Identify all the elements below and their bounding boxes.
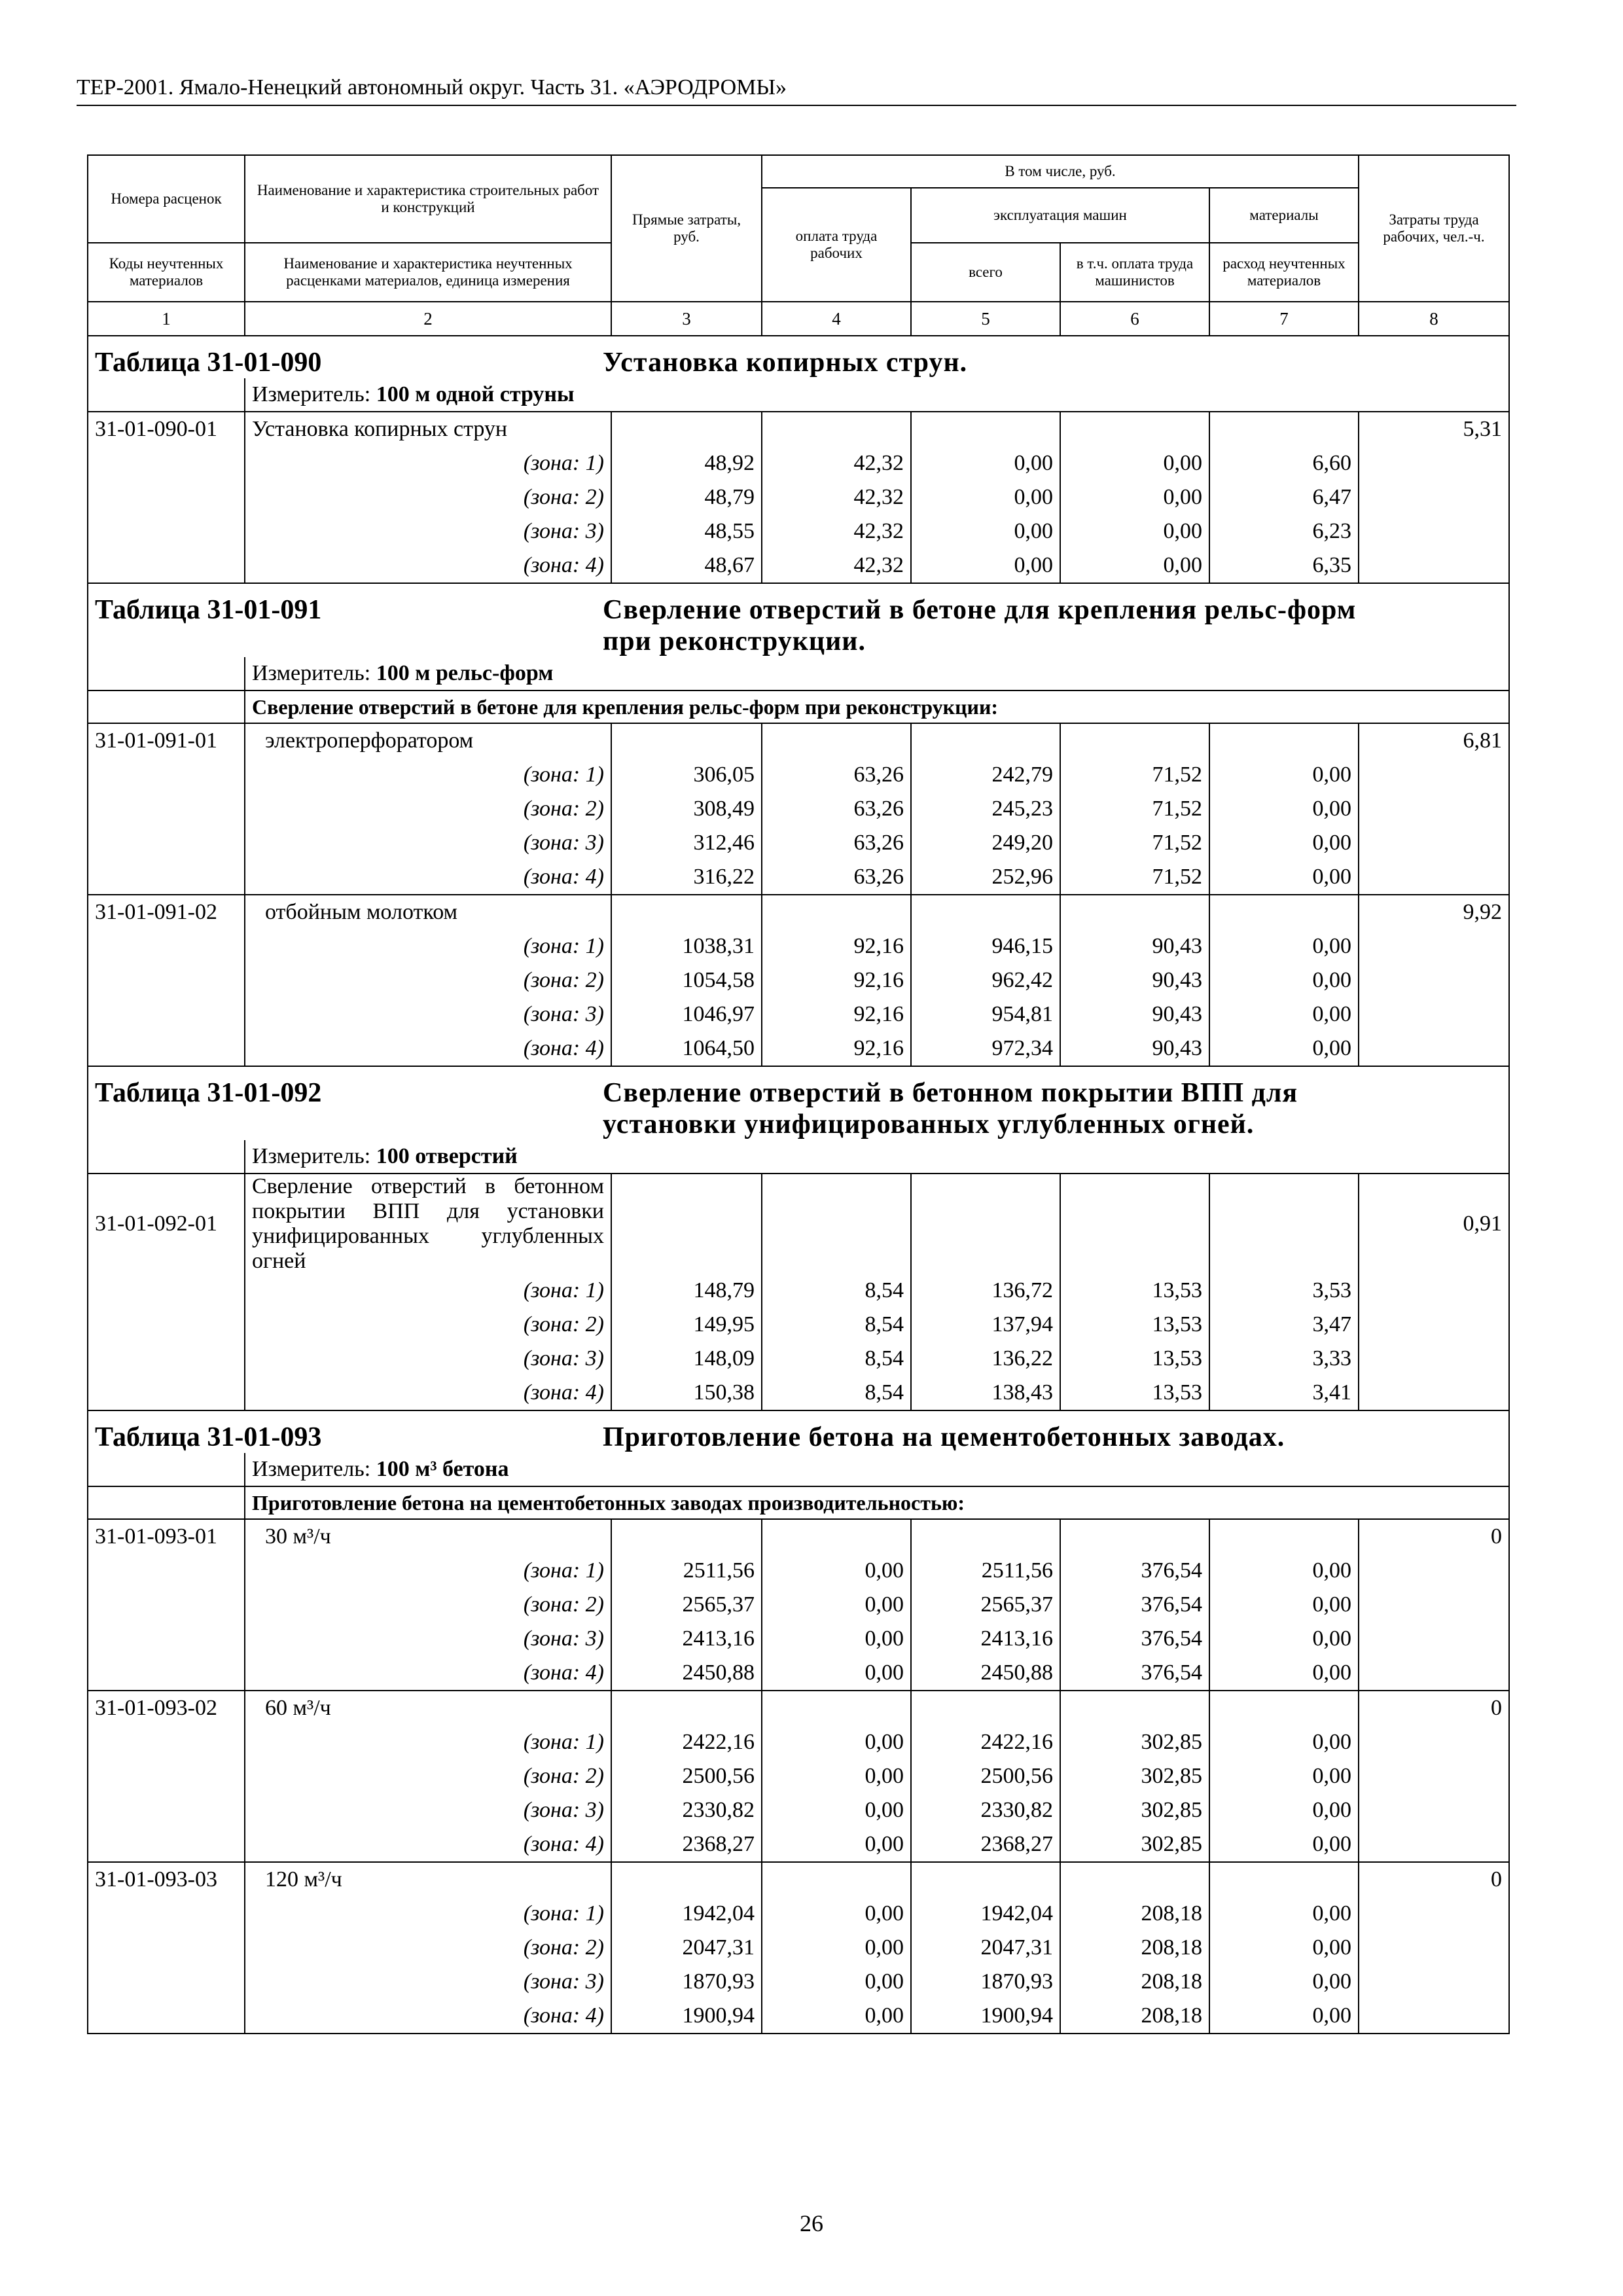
col-total: всего: [911, 243, 1060, 302]
cell: 0,00: [762, 1725, 911, 1759]
cell: 92,16: [762, 929, 911, 963]
cell: 3,33: [1209, 1342, 1359, 1376]
table-row: [88, 895, 1509, 929]
col-num: 6: [1060, 302, 1209, 336]
cell: 0,00: [762, 1554, 911, 1588]
zone-label: (зона: 1): [245, 446, 611, 480]
measure-row: [88, 1140, 1509, 1174]
col-num: 7: [1209, 302, 1359, 336]
table-row: [88, 1519, 1509, 1554]
table-title-row: [88, 1410, 1509, 1453]
cell: 2565,37: [911, 1588, 1060, 1622]
cell: 954,81: [911, 997, 1060, 1031]
cell: 1038,31: [611, 929, 762, 963]
cell: 1942,04: [611, 1897, 762, 1931]
cell: 0,00: [1209, 792, 1359, 826]
col-num: 1: [88, 302, 245, 336]
cell: 2565,37: [611, 1588, 762, 1622]
cell: 63,26: [762, 826, 911, 860]
cell: 1046,97: [611, 997, 762, 1031]
measure-row: [88, 1453, 1509, 1486]
cell: 0,00: [762, 1622, 911, 1656]
table-row: [88, 412, 1509, 446]
cell: 208,18: [1060, 1897, 1209, 1931]
cell: 71,52: [1060, 826, 1209, 860]
table-row: [88, 1931, 1509, 1965]
table-row: [88, 826, 1509, 860]
labor-value: 6,81: [1359, 723, 1509, 758]
cell: 0,00: [1209, 826, 1359, 860]
cell: 0,00: [1209, 1554, 1359, 1588]
zone-label: (зона: 4): [245, 1376, 611, 1410]
rate-code: 31-01-091-02: [88, 895, 245, 929]
cell: 0,00: [762, 1656, 911, 1691]
cell: 962,42: [911, 963, 1060, 997]
zone-label: (зона: 2): [245, 1759, 611, 1793]
table-row: [88, 1999, 1509, 2034]
cell: 71,52: [1060, 792, 1209, 826]
zone-label: (зона: 3): [245, 826, 611, 860]
cell: 63,26: [762, 792, 911, 826]
cell: 302,85: [1060, 1827, 1209, 1862]
table-row: [88, 792, 1509, 826]
cell: 42,32: [762, 480, 911, 514]
cell: 0,00: [1209, 860, 1359, 895]
cell: 48,55: [611, 514, 762, 548]
rate-code: 31-01-091-01: [88, 723, 245, 758]
rate-code: 31-01-093-01: [88, 1519, 245, 1554]
cell: 0,00: [911, 548, 1060, 583]
cell: 0,00: [1209, 1999, 1359, 2034]
cell: 2450,88: [611, 1656, 762, 1691]
cell: 136,22: [911, 1342, 1060, 1376]
cell: 2511,56: [911, 1554, 1060, 1588]
table-name: Приготовление бетона на цементобетонных заводах.: [603, 1422, 1285, 1452]
group-label: Сверление отверстий в бетоне для крепления рельс-форм при реконструкции:: [245, 691, 1509, 723]
table-row: [88, 1376, 1509, 1410]
cell: 208,18: [1060, 1999, 1209, 2034]
cell: 0,00: [1209, 1793, 1359, 1827]
cell: 92,16: [762, 1031, 911, 1066]
zone-label: (зона: 1): [245, 1274, 611, 1308]
zone-label: (зона: 3): [245, 514, 611, 548]
cell: 0,00: [762, 1759, 911, 1793]
col-rate-no: Номера расценок: [88, 155, 245, 243]
cell: 2047,31: [911, 1931, 1060, 1965]
cell: 71,52: [1060, 860, 1209, 895]
group-row: [88, 691, 1509, 723]
cell: 63,26: [762, 860, 911, 895]
document-header: ТЕР-2001. Ямало-Ненецкий автономный округ. Часть 31. «АЭРОДРОМЫ»: [77, 75, 787, 99]
cell: 376,54: [1060, 1622, 1209, 1656]
col-num: 8: [1359, 302, 1509, 336]
cell: 376,54: [1060, 1588, 1209, 1622]
table-row: [88, 1725, 1509, 1759]
table-row: [88, 860, 1509, 895]
cell: 0,00: [762, 1965, 911, 1999]
cell: 0,00: [1209, 1759, 1359, 1793]
measure-value: 100 отверстий: [376, 1144, 518, 1168]
table-row: [88, 963, 1509, 997]
cell: 149,95: [611, 1308, 762, 1342]
table-title: Таблица 31-01-092: [95, 1078, 322, 1108]
cell: 6,60: [1209, 446, 1359, 480]
cell: 13,53: [1060, 1308, 1209, 1342]
labor-value: 5,31: [1359, 412, 1509, 446]
cell: 92,16: [762, 997, 911, 1031]
cell: 0,00: [762, 1588, 911, 1622]
measure-label: Измеритель:: [252, 1144, 371, 1168]
cell: 0,00: [1209, 1031, 1359, 1066]
cell: 1900,94: [611, 1999, 762, 2034]
col-num: 3: [611, 302, 762, 336]
cell: 0,00: [1209, 1931, 1359, 1965]
col-machines: эксплуатация машин: [911, 188, 1209, 243]
table-row: [88, 1588, 1509, 1622]
cell: 2511,56: [611, 1554, 762, 1588]
table-name: Сверление отверстий в бетонном покрытии ВПП для установки унифицированных углубленных огней.: [603, 1078, 1298, 1139]
cell: 2422,16: [611, 1725, 762, 1759]
table-row: [88, 1965, 1509, 1999]
table-title-row: [88, 583, 1509, 657]
cell: 90,43: [1060, 997, 1209, 1031]
zone-label: (зона: 2): [245, 480, 611, 514]
cell: 0,00: [762, 1999, 911, 2034]
col-codes: Коды неучтенных материалов: [88, 243, 245, 302]
rate-desc: 30 м³/ч: [245, 1519, 611, 1554]
cell: 3,47: [1209, 1308, 1359, 1342]
zone-label: (зона: 2): [245, 1588, 611, 1622]
table-title: Таблица 31-01-093: [95, 1422, 322, 1452]
cell: 249,20: [911, 826, 1060, 860]
cell: 137,94: [911, 1308, 1060, 1342]
table-row: [88, 1827, 1509, 1862]
labor-value: 0: [1359, 1519, 1509, 1554]
cell: 0,00: [1209, 1622, 1359, 1656]
table-row: [88, 1308, 1509, 1342]
cell: 136,72: [911, 1274, 1060, 1308]
col-num: 2: [245, 302, 611, 336]
cell: 308,49: [611, 792, 762, 826]
cell: 3,53: [1209, 1274, 1359, 1308]
table-row: [88, 548, 1509, 583]
cell: 1942,04: [911, 1897, 1060, 1931]
table-row: [88, 1759, 1509, 1793]
cell: 0,00: [911, 446, 1060, 480]
zone-label: (зона: 4): [245, 1031, 611, 1066]
cell: 242,79: [911, 758, 1060, 792]
col-incl: В том числе, руб.: [762, 155, 1359, 188]
col-direct: Прямые затраты, руб.: [611, 155, 762, 302]
table-row: [88, 1862, 1509, 1897]
cell: 2450,88: [911, 1656, 1060, 1691]
table-row: [88, 1342, 1509, 1376]
measure-value: 100 м³ бетона: [376, 1457, 509, 1481]
table-name: Сверление отверстий в бетоне для крепления рельс-форм при реконструкции.: [603, 595, 1357, 656]
cell: 2368,27: [911, 1827, 1060, 1862]
cell: 0,00: [1209, 758, 1359, 792]
col-mat-cons: расход неучтенных материалов: [1209, 243, 1359, 302]
cell: 376,54: [1060, 1656, 1209, 1691]
cell: 0,00: [1060, 480, 1209, 514]
cell: 6,23: [1209, 514, 1359, 548]
cell: 92,16: [762, 963, 911, 997]
cell: 0,00: [1209, 1588, 1359, 1622]
cell: 90,43: [1060, 929, 1209, 963]
cell: 208,18: [1060, 1965, 1209, 1999]
cell: 0,00: [1060, 514, 1209, 548]
cell: 6,47: [1209, 480, 1359, 514]
cell: 148,79: [611, 1274, 762, 1308]
table-row: [88, 514, 1509, 548]
measure-label: Измеритель:: [252, 382, 371, 406]
rate-desc: 120 м³/ч: [245, 1862, 611, 1897]
labor-value: 0,91: [1359, 1174, 1509, 1274]
cell: 71,52: [1060, 758, 1209, 792]
table-row: [88, 758, 1509, 792]
cell: 0,00: [1209, 1965, 1359, 1999]
cell: 13,53: [1060, 1376, 1209, 1410]
table-row: [88, 480, 1509, 514]
cell: 8,54: [762, 1274, 911, 1308]
cell: 302,85: [1060, 1793, 1209, 1827]
table-row: [88, 723, 1509, 758]
table-row: [88, 446, 1509, 480]
rate-desc: Сверление отверстий в бетонном покрытии ВПП для установки унифицированных углубленных огней: [245, 1174, 611, 1274]
zone-label: (зона: 2): [245, 792, 611, 826]
cell: 0,00: [1209, 1725, 1359, 1759]
cell: 0,00: [762, 1827, 911, 1862]
zone-label: (зона: 1): [245, 758, 611, 792]
cell: 972,34: [911, 1031, 1060, 1066]
cell: 2422,16: [911, 1725, 1060, 1759]
cell: 0,00: [1209, 1897, 1359, 1931]
table-name: Установка копирных струн.: [603, 348, 968, 378]
col-name: Наименование и характеристика строительных работ и конструкций: [245, 155, 611, 243]
cell: 0,00: [762, 1793, 911, 1827]
col-incl-wages: в т.ч. оплата труда машинистов: [1060, 243, 1209, 302]
col-num: 4: [762, 302, 911, 336]
cell: 1900,94: [911, 1999, 1060, 2034]
cell: 2500,56: [911, 1759, 1060, 1793]
cell: 376,54: [1060, 1554, 1209, 1588]
table-row: [88, 1793, 1509, 1827]
cell: 302,85: [1060, 1725, 1209, 1759]
table-title: Таблица 31-01-091: [95, 595, 322, 625]
table-row: [88, 1622, 1509, 1656]
cell: 42,32: [762, 514, 911, 548]
cell: 1870,93: [611, 1965, 762, 1999]
measure-row: [88, 378, 1509, 412]
zone-label: (зона: 2): [245, 963, 611, 997]
cell: 150,38: [611, 1376, 762, 1410]
cell: 42,32: [762, 548, 911, 583]
zone-label: (зона: 3): [245, 997, 611, 1031]
cell: 0,00: [911, 514, 1060, 548]
cell: 0,00: [1209, 997, 1359, 1031]
table-row: [88, 929, 1509, 963]
measure-label: Измеритель:: [252, 661, 371, 685]
cell: 245,23: [911, 792, 1060, 826]
table-title: Таблица 31-01-090: [95, 348, 322, 378]
cell: 90,43: [1060, 1031, 1209, 1066]
table-header: [88, 155, 1509, 336]
zone-label: (зона: 3): [245, 1622, 611, 1656]
group-label: Приготовление бетона на цементобетонных заводах производительностью:: [245, 1486, 1509, 1519]
rate-desc: электроперфоратором: [245, 723, 611, 758]
cell: 208,18: [1060, 1931, 1209, 1965]
table-row: [88, 1897, 1509, 1931]
cell: 946,15: [911, 929, 1060, 963]
rate-code: 31-01-093-02: [88, 1691, 245, 1725]
cell: 90,43: [1060, 963, 1209, 997]
cell: 2330,82: [611, 1793, 762, 1827]
cell: 302,85: [1060, 1759, 1209, 1793]
cell: 48,79: [611, 480, 762, 514]
zone-label: (зона: 3): [245, 1342, 611, 1376]
cell: 148,09: [611, 1342, 762, 1376]
zone-label: (зона: 2): [245, 1308, 611, 1342]
zone-label: (зона: 4): [245, 860, 611, 895]
cell: 8,54: [762, 1308, 911, 1342]
table-title-row: [88, 1066, 1509, 1140]
measure-label: Измеритель:: [252, 1457, 371, 1481]
cell: 0,00: [1209, 963, 1359, 997]
cell: 8,54: [762, 1342, 911, 1376]
cell: 48,67: [611, 548, 762, 583]
rate-desc: 60 м³/ч: [245, 1691, 611, 1725]
col-materials: материалы: [1209, 188, 1359, 243]
rate-desc: Установка копирных струн: [245, 412, 611, 446]
col-name2: Наименование и характеристика неучтенных расценками материалов, единица измерения: [245, 243, 611, 302]
cell: 1054,58: [611, 963, 762, 997]
measure-value: 100 м рельс-форм: [376, 661, 554, 685]
cell: 13,53: [1060, 1274, 1209, 1308]
table-row: [88, 1691, 1509, 1725]
zone-label: (зона: 4): [245, 1999, 611, 2034]
cell: 316,22: [611, 860, 762, 895]
cell: 0,00: [762, 1931, 911, 1965]
cell: 42,32: [762, 446, 911, 480]
table-row: [88, 1274, 1509, 1308]
cell: 2330,82: [911, 1793, 1060, 1827]
cell: 3,41: [1209, 1376, 1359, 1410]
table-row: [88, 1174, 1509, 1274]
measure-value: 100 м одной струны: [376, 382, 575, 406]
cell: 312,46: [611, 826, 762, 860]
cell: 8,54: [762, 1376, 911, 1410]
labor-value: 9,92: [1359, 895, 1509, 929]
cell: 0,00: [1209, 1827, 1359, 1862]
header-rule: [77, 105, 1516, 106]
cell: 252,96: [911, 860, 1060, 895]
zone-label: (зона: 3): [245, 1793, 611, 1827]
cell: 2413,16: [911, 1622, 1060, 1656]
rate-desc: отбойным молотком: [245, 895, 611, 929]
measure-row: [88, 657, 1509, 691]
zone-label: (зона: 3): [245, 1965, 611, 1999]
zone-label: (зона: 1): [245, 929, 611, 963]
cell: 2047,31: [611, 1931, 762, 1965]
cell: 0,00: [1060, 446, 1209, 480]
zone-label: (зона: 2): [245, 1931, 611, 1965]
zone-label: (зона: 1): [245, 1897, 611, 1931]
table-title-row: [88, 336, 1509, 378]
col-num: 5: [911, 302, 1060, 336]
col-wages: оплата труда рабочих: [762, 188, 911, 302]
table-row: [88, 1656, 1509, 1691]
cell: 306,05: [611, 758, 762, 792]
labor-value: 0: [1359, 1862, 1509, 1897]
cell: 0,00: [1060, 548, 1209, 583]
cell: 1064,50: [611, 1031, 762, 1066]
cell: 6,35: [1209, 548, 1359, 583]
labor-value: 0: [1359, 1691, 1509, 1725]
rate-code: 31-01-093-03: [88, 1862, 245, 1897]
table-row: [88, 1031, 1509, 1066]
cell: 63,26: [762, 758, 911, 792]
cell: 0,00: [1209, 929, 1359, 963]
cell: 1870,93: [911, 1965, 1060, 1999]
group-row: [88, 1486, 1509, 1519]
cell: 2500,56: [611, 1759, 762, 1793]
rates-table: [87, 154, 1510, 2034]
rate-code: 31-01-090-01: [88, 412, 245, 446]
table-row: [88, 997, 1509, 1031]
page-number: 26: [800, 2210, 823, 2236]
zone-label: (зона: 4): [245, 548, 611, 583]
zone-label: (зона: 1): [245, 1725, 611, 1759]
cell: 0,00: [762, 1897, 911, 1931]
zone-label: (зона: 4): [245, 1656, 611, 1691]
cell: 0,00: [911, 480, 1060, 514]
cell: 2413,16: [611, 1622, 762, 1656]
rate-code: 31-01-092-01: [88, 1174, 245, 1274]
cell: 48,92: [611, 446, 762, 480]
cell: 2368,27: [611, 1827, 762, 1862]
zone-label: (зона: 4): [245, 1827, 611, 1862]
col-labor: Затраты труда рабочих, чел.-ч.: [1359, 155, 1509, 302]
cell: 138,43: [911, 1376, 1060, 1410]
cell: 0,00: [1209, 1656, 1359, 1691]
cell: 13,53: [1060, 1342, 1209, 1376]
table-row: [88, 1554, 1509, 1588]
zone-label: (зона: 1): [245, 1554, 611, 1588]
